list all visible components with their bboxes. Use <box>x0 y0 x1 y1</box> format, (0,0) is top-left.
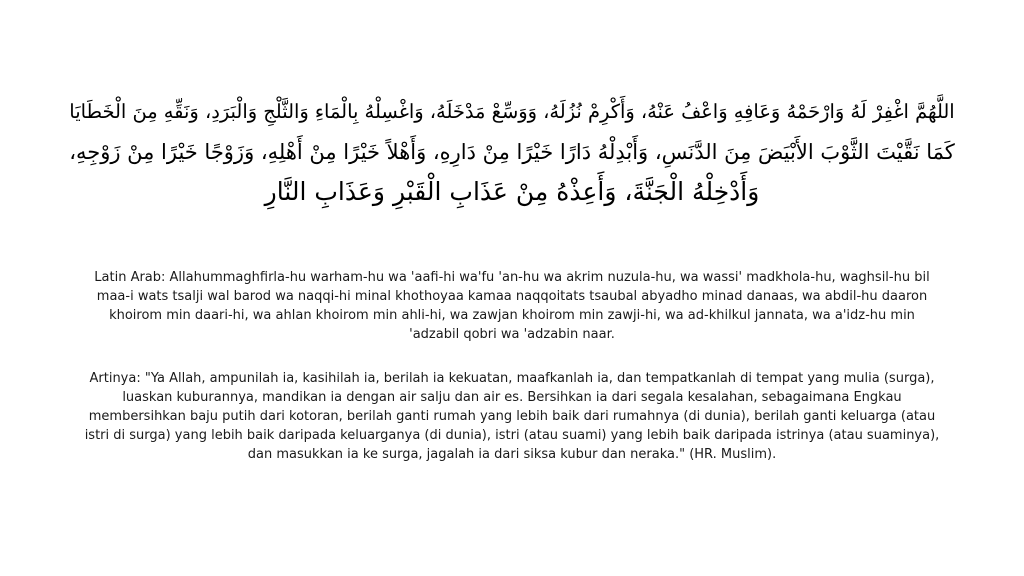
translation-line-5: dan masukkan ia ke surga, jagalah ia dari siksa kubur dan neraka." (HR. Muslim). <box>247 447 777 462</box>
latin-line-2: maa-i wats tsalji wal barod wa naqqi-hi minal khothoyaa kamaa naqqoitats tsaubal abyadho minad danaas, wa abdil-hu daaron <box>96 289 928 304</box>
arabic-line-2: كَمَا نَقَّيْتَ الثَّوْبَ الأَبْيَضَ مِنَ الدَّنَسِ، وَأَبْدِلْهُ دَارًا خَيْرًا مِنْ دَارِهِ، وَأَهْلاً خَيْرًا مِنْ أَهْلِهِ، وَزَوْجًا خَيْرًا مِنْ زَوْجِهِ، <box>69 140 955 164</box>
latin-line-4: 'adzabil qobri wa 'adzabin naar. <box>409 327 615 342</box>
translation-line-3: membersihkan baju putih dari kotoran, berilah ganti rumah yang lebih baik dari rumahnya (di dunia), berilah ganti keluarga (atau <box>88 409 936 424</box>
latin-line-3: khoirom min daari-hi, wa ahlan khoirom min ahli-hi, wa zawjan khoirom min zawji-hi, wa ad-khilkul jannata, wa a'idz-hu min <box>109 308 915 323</box>
arabic-prayer-text <box>60 92 964 212</box>
arabic-line-1: اللَّهُمَّ اغْفِرْ لَهُ وَارْحَمْهُ وَعَافِهِ وَاعْفُ عَنْهُ، وَأَكْرِمْ نُزُلَهُ، وَوَسِّعْ مَدْخَلَهُ، وَاغْسِلْهُ بِالْمَاءِ وَالثَّلْجِ وَالْبَرَدِ، وَنَقِّهِ مِنَ الْخَطَايَا <box>69 100 955 123</box>
latin-line-1: Latin Arab: Allahummaghfirla-hu warham-hu wa 'aafi-hi wa'fu 'an-hu wa akrim nuzula-hu, wa wassi' madkhola-hu, waghsil-hu bil <box>94 270 930 285</box>
translation-line-4: istri di surga) yang lebih baik daripada keluarganya (di dunia), istri (atau suami) yang lebih baik daripada istrinya (atau suaminya), <box>84 428 940 443</box>
translation-line-1: Artinya: "Ya Allah, ampunilah ia, kasihilah ia, berilah ia kekuatan, maafkanlah ia, dan tempatkanlah di tempat yang mulia (surga), <box>89 371 935 386</box>
translation-line-2: luaskan kuburannya, mandikan ia dengan air salju dan air es. Bersihkan ia dari segala kesalahan, sebagaimana Engkau <box>122 390 902 405</box>
indonesian-translation <box>20 369 1004 464</box>
arabic-line-3: وَأَدْخِلْهُ الْجَنَّةَ، وَأَعِذْهُ مِنْ عَذَابِ الْقَبْرِ وَعَذَابِ النَّارِ <box>264 177 760 206</box>
latin-transliteration <box>20 268 1004 344</box>
